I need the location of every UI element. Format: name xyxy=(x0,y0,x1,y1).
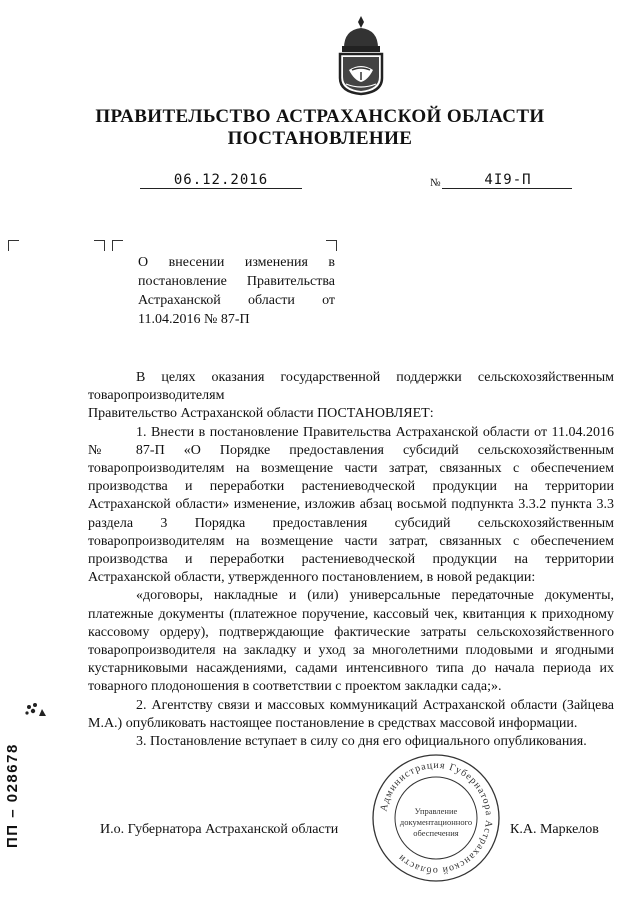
stamp-line-2: документационного xyxy=(399,817,473,827)
ornament-mark-icon xyxy=(22,700,48,722)
official-stamp xyxy=(370,752,502,884)
decree-paragraph: Правительство Астраханской области ПОСТАНОВЛЯЕТ: xyxy=(88,406,434,422)
document-type-title: ПОСТАНОВЛЕНИЕ xyxy=(227,128,413,149)
number-underline xyxy=(442,188,572,189)
corner-bracket xyxy=(326,240,337,251)
corner-bracket xyxy=(8,240,19,251)
stamp-line-1: Управление xyxy=(414,806,458,816)
date-underline xyxy=(140,188,302,189)
item-1-paragraph: 1. Внести в постановление Правительства Астраханской области от 11.04.2016 № 87-П «О Порядке предоставления субсидий сельскохозяйственным товаропроизводителям на возмещение части затрат, связанных с обеспечением производства и переработки растениеводческой продукции на территории Астраханской области» изменение, изложив абзац восьмой подпункта 3.3.2 пункта 3.3 раздела 3 Порядка предоставления субсидий сельскохозяйственным товаропроизводителям на возмещение части затрат, связанных с обеспечением производства и переработки растениеводческой продукции на территории Астраханской области, утвержденного постановлением, в новой редакции: xyxy=(88,424,614,586)
government-title: ПРАВИТЕЛЬСТВО АСТРАХАНСКОЙ ОБЛАСТИ xyxy=(95,106,545,127)
stamp-ring-text: Администрация Губернатора Астраханской области xyxy=(378,759,495,877)
corner-bracket xyxy=(112,240,123,251)
intro-paragraph: В целях оказания государственной поддержки сельскохозяйственным товаропроизводителям xyxy=(88,370,614,404)
signatory-name: К.А. Маркелов xyxy=(510,822,599,837)
serial-number: ПП – 028678 xyxy=(4,743,21,848)
number-sign: № xyxy=(430,177,441,189)
coat-of-arms-icon xyxy=(334,14,388,96)
document-subject: О внесении изменения в постановление Правительства Астраханской области от 11.04.2016 № 87-П xyxy=(138,255,335,327)
item-2-paragraph: 2. Агентству связи и массовых коммуникаций Астраханской области (Зайцева М.А.) опубликовать настоящее постановление в средствах массовой информации. xyxy=(88,697,614,731)
document-date: 06.12.2016 xyxy=(173,172,269,188)
item-3-paragraph: 3. Постановление вступает в силу со дня его официального опубликования. xyxy=(136,734,587,750)
document-body xyxy=(88,369,614,751)
quoted-text-paragraph: «договоры, накладные и (или) универсальные передаточные документы, платежные документы (платежное поручение, кассовый чек, квитанция к приходному кассовому ордеру), подтверждающие фактические затраты сельскохозяйственного товаропроизводителя на закладку и уход за многолетними плодовыми и ягодными кустарниковыми насаждениями, садами интенсивного типа до начала периода их товарного плодоношения в соответствии с проектом закладки сада;». xyxy=(88,588,614,695)
stamp-line-3: обеспечения xyxy=(413,828,459,838)
corner-bracket xyxy=(94,240,105,251)
signatory-position: И.о. Губернатора Астраханской области xyxy=(100,822,339,837)
document-number: 4I9-П xyxy=(484,172,532,188)
